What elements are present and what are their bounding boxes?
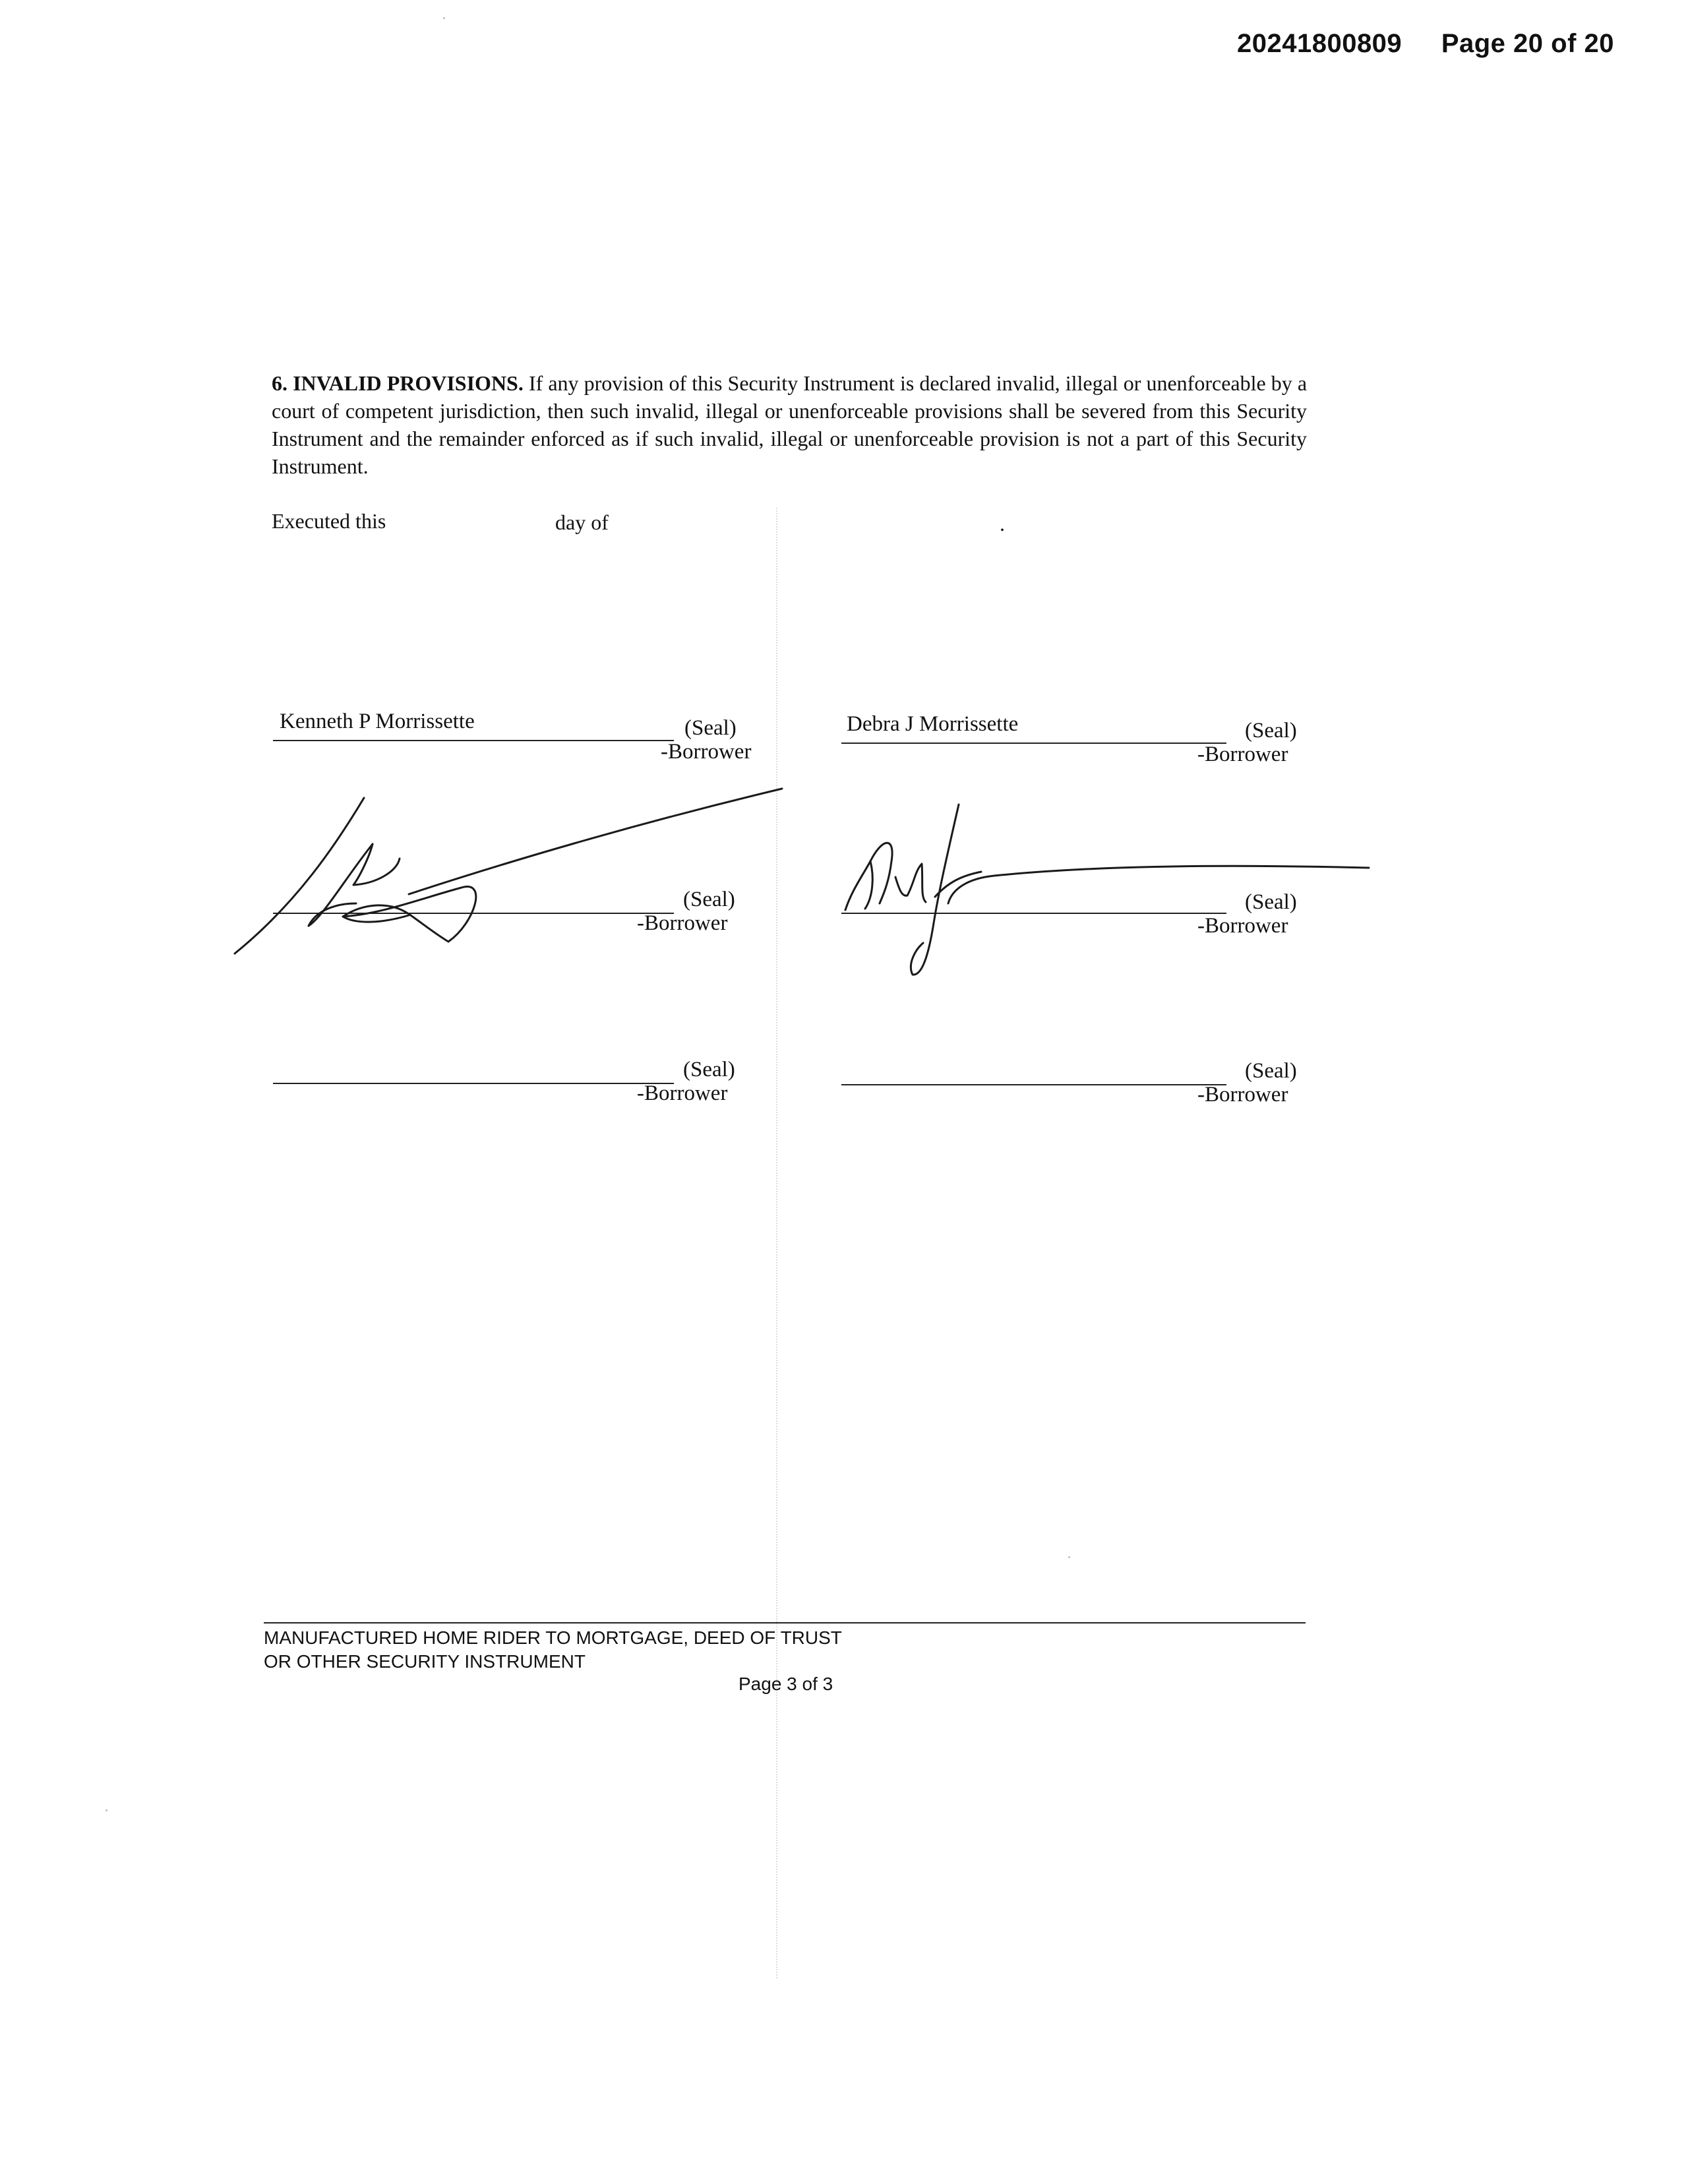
signature-line: [273, 1083, 674, 1084]
executed-this-label: Executed this: [272, 509, 386, 533]
executed-period: .: [1000, 512, 1005, 535]
clause-text: If any provision of this Security Instrument is declared invalid, illegal or unenforceable by a court of competent jurisdiction, then such invalid, illegal or unenforceable provisions shall be severed from this Security Instrument and the remainder enforced as if such invalid, illegal or unenforceable provision is not a part of this Security Instrument.: [272, 371, 1308, 478]
borrower-name-debra: Debra J Morrissette: [847, 712, 1019, 736]
form-footer: [264, 1622, 1306, 1694]
borrower-name-kenneth: Kenneth P Morrissette: [280, 710, 475, 733]
clause-heading: 6. INVALID PROVISIONS.: [272, 371, 524, 395]
form-title-line1: MANUFACTURED HOME RIDER TO MORTGAGE, DEED OF TRUST: [264, 1627, 842, 1648]
borrower-label: -Borrower: [1197, 743, 1288, 766]
borrower-label: -Borrower: [661, 740, 752, 764]
signature-line: [841, 743, 1226, 744]
scan-speck: [106, 1809, 107, 1811]
recording-header: [1237, 29, 1614, 59]
page-indicator: Page 20 of 20: [1441, 29, 1614, 58]
seal-label: (Seal): [1245, 890, 1297, 914]
borrower-label: -Borrower: [1197, 914, 1288, 938]
borrower-label: -Borrower: [1197, 1083, 1288, 1107]
seal-label: (Seal): [1245, 1059, 1297, 1083]
signature-line: [841, 1084, 1226, 1085]
scan-fold-line: [776, 508, 777, 1978]
form-title-line2: OR OTHER SECURITY INSTRUMENT: [264, 1651, 586, 1672]
signature-line: [273, 740, 674, 741]
seal-label: (Seal): [683, 1058, 735, 1081]
invalid-provisions-clause: [272, 369, 1307, 480]
kenneth-handwritten-signature: [224, 785, 791, 969]
scan-speck: [443, 17, 445, 19]
seal-label: (Seal): [683, 888, 735, 911]
document-number: 20241800809: [1236, 29, 1402, 58]
seal-label: (Seal): [1245, 719, 1297, 743]
seal-label: (Seal): [684, 716, 737, 740]
debra-handwritten-signature: [836, 798, 1377, 989]
borrower-label: -Borrower: [637, 911, 728, 935]
form-page-number: Page 3 of 3: [738, 1674, 833, 1694]
scan-speck: [1068, 1556, 1070, 1558]
day-of-label: day of: [555, 510, 609, 534]
borrower-label: -Borrower: [637, 1081, 728, 1105]
